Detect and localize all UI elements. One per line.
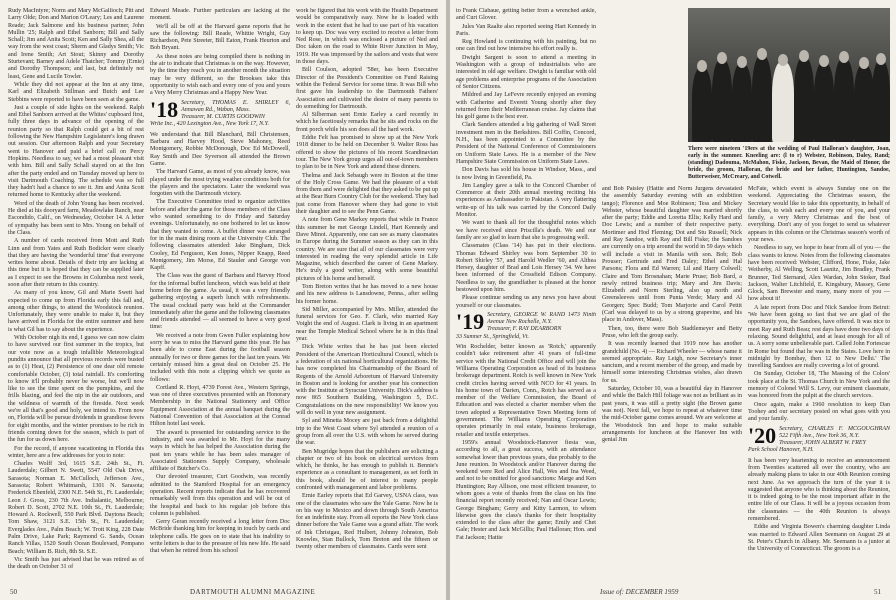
paragraph: We'll all be off at the Harvard game reports that he saw the following: Bill Reade, Whittie Wright, Guy Richardson, Pete Streeter, Bill Eaton, Frank Heurton and Bob Bryant. (150, 23, 290, 52)
paragraph: Needless to say, we hope to hear from all of you — the class wants to know. Notes from the following classmates have been received: Webster, Clifford, Hone, Fiske, Jake Wetherby, Al Welling, Scott Lasnitz, Jim Bradley, Frank Brunner, Ted Sternand, Alex Wardan, John Stoker, Bud Jackson, Walter Litchfield, E. Kingsbury, Massey, Gene Glock, Sam Brewster and many, many more of you — how about it! (748, 245, 890, 303)
paragraph: Ben Mugridge hopes that the publishers are soliciting a chapter or two of his book on electrical services from which, he thinks, he has enough to publish it. Bennie's experience as a consultant to management, as set forth in this book, should be of interest to many people confronted with management and labor problems. (296, 448, 438, 491)
page-number-left: 50 (10, 588, 17, 596)
paragraph: and Bob Paisley (Hattie and Norm Jurgens devastated the assembly Saturday evening with an exhibition tango); Florence and Moe Robinson; Tess and Mickey Webster, whose beautiful daughter was married shortly after the party; Eddie and Loretta Ellis; Kelly Hard and Doc Lewis; and a number of their respective party. Mortimer and Hod Fleming; Dot and Stu Russell; Nick and Ray Sandoe, with Ray and Bill Fiske; the Sandoes are currently on a trip around the world in 59 days which will include a visit in Manila with son. Bob; Bob Prouser; Gertrude and Fred Daley; Ethel and Hal Parsons; Flora and Ed Warren; Lil and Harry Colwell; Claire and Tom Brosnahan; Marie Pruse; Bob Bard, a newly retired business trip; Mary and Jim Davis; Elizabeth and Norm Sterling, also up north and Greensleeves until from Punta Verde; Mary and Al Georgen; Spec Budd; Tom Marjorie and Carol Pettit (Carl was delayed to us by a strong grapevine, and his place in Andover, Mass). (602, 186, 742, 324)
paragraph: The Class was the guest of Barbara and Harvey Hood for the informal buffet luncheon, which was held at their home before the game. As usual, it was a very friendly gathering enjoying a superb lunch with refreshments. The usual cocktail party was held at the Commander immediately after the game and the following classmates and friends attended — all seemed to have a very good time: (150, 273, 290, 331)
paragraph: Edward Meade. Further particulars are lacking at the moment. (150, 8, 290, 22)
paragraph: Just a couple of side lights on the weekend. Ralph and Ethel Sanborn arrived at the Whites' cupboard first, fully three days in advance of the opening of the reunion party so that Ralph could get a bit of rest following the New Hampshire Legislature's long drawn out session. Our afternoon Ralph and your Secretary went to Hanover and paid a brief call on Percy Hopkins. Needless to say, we had a most pleasant visit with him. Bill and Sally Schall stayed on at the Inn after the party ended and on Tuesday moved up here to visit Dartmouth Coaching. The schedule was so full they hadn't had a chance to see it. Jim and Anita Scott returned home to Kentucky after the weekend. (8, 104, 144, 199)
photo-face (876, 53, 886, 65)
secretary-line: Secretary, GEORGE W. RAND 1473 Ninth Avenue New Rochelle, N.Y. (487, 311, 596, 326)
photo-bride-figure (772, 62, 794, 142)
treasurer-line: Treasurer, JOHN ALBERT W. FREY (779, 440, 866, 447)
left-page (0, 0, 446, 600)
paragraph: Tom Breton writes that he has moved to a new house and his new address is Lansdowne, Penna., after selling his former home. (296, 283, 438, 305)
photo-face (839, 51, 849, 63)
paragraph: Jules Van Raalte also reported seeing Hart Kennedy in Paris. (456, 23, 596, 37)
treasurer-line: Treasurer, F. RAY DEARBORN (487, 326, 562, 333)
paragraph: Once again, make a 1960 resolution to keep Dan Toohey and our secretary posted on what goes with you and your family. (748, 401, 890, 423)
photo-face (717, 52, 727, 64)
photo-figure (732, 64, 752, 142)
paragraph: Our devoted treasurer, Curt Goodwin, was recently admitted to the Stamford Hospital for an emergency operation. Recent reports indicate that he has recovered remarkably well from this operation and will be out of the hospital and back to his regular job before this column is published. (150, 474, 290, 517)
class-year-number: '19 (456, 311, 485, 334)
photo-face (737, 56, 747, 68)
right-column-2 (602, 186, 742, 581)
paragraph: We want to thank all for the thoughtful notes which we have received since Priscilla's death. We and our family are so glad to learn that she is progressing well. (456, 220, 596, 241)
photo-figure (834, 59, 854, 142)
magazine-title-footer: DARTMOUTH ALUMNI MAGAZINE (190, 588, 316, 596)
paragraph: Jim Langley gave a talk to the Concord Chamber of Commerce at their 20th annual meeting reciting his experiences as Ambassador to Pakistan. A very flattering write-up of his talk was carried by the Concord Daily Monitor. (456, 182, 596, 219)
paragraph: Don Davis has sold his house in Windsor, Mass., and is now living in Greenfield, Pa. (456, 167, 596, 181)
paragraph: Clark Sanders attended a big gathering of Wall Street investment men in the Berkshires. Bill Coffin, Concord, N.H., has been appointed to a Committee by the President of the National Conference of Commissioners on Uniform State Laws. He is a member of the New Hampshire State Commission on Uniform State Laws. (456, 122, 596, 165)
paragraph: As these notes are being compiled there is nothing in the air to indicate that Christmas is on the way. However, by the time they reach you in another month the situation may be very different, so the Brookses take this opportunity to wish each and every one of you and yours a Very Merry Christmas and a Happy New Year. (150, 53, 290, 97)
left-column-3 (296, 8, 438, 581)
paragraph: While they did not appear at the Inn at any time, Karl and Elizabeth Stillman and Butch and Lee Stebbins were reported to have been seen at the game. (8, 81, 144, 103)
treasurer-address: Park School Hanover, N.H. (748, 447, 814, 454)
paragraph: It has been very heartening to receive an announcement from Twenties scattered all over the country, who are already making plans to take in our 40th Reunion coming next June. As we approach the turn of the year it is suggested that anyone who is thinking about the Reunion, it is indeed going to be the most important affair in the entire life of our Class. It will be a joyous occasion from the classmates — the 40th Reunion is always remembered. (748, 457, 890, 523)
paragraph: Classmates (Class '14) has put in their elections. Thomas Edward Shirley was born September 30 to Robert Shirley '57, and Harold Wedler '60, and Althea Hersey, daughter of Brad and Lois Hersey '34. We have been informed of the Crossfield Edison Company. Needless to say, the grandfather is pleased at the honor bestowed upon him. (456, 243, 596, 293)
paragraph: Please continue sending us any news you have about yourself or our classmates. (456, 295, 596, 309)
paragraph: Gerry Geran recently received a long letter from Doc McBride thanking him for keeping in touch by cards and telephone calls. He goes on to state that his inability to write letters is due to the pressure of his new life. He said that when he retired from his school (150, 519, 290, 555)
paragraph: The Executive Committee tried to organize activities before and after the game for those members of the Class who wanted something to do Friday and Saturday evenings. Unfortunately, no one bothered to let us know that they wanted to come. A buffet dinner was arranged for in the main dining room at the University Club. The following classmates attended: Jake Bingham, Dick Cooley, Ed Ferguson, Ken Jones, Nipper Knapp, Reed Montgomery, Jim Morse, Ed Stauler and George von Kapff. (150, 199, 290, 272)
photo-figure (814, 63, 834, 142)
secretary-line: Secretary, THOMAS E. SHIRLEY 6, Annawan Rd., Waban, Mass. (181, 99, 290, 113)
secretary-line: Secretary, CHARLES F. MCGOUGHRAN 522 Fifth Ave., New York 36, N.Y. (779, 425, 890, 439)
right-page (450, 0, 896, 600)
paragraph: Then, too, there were Bob Stadtlemeyer and Betty Pruse, who left the group early. (602, 325, 742, 339)
paragraph: We understand that Bill Blanchard, Bill Christensen, Barbara and Harvey Hood, Steve Mahoney, Reed Montgomery, Robbie McDonough, Doc Ed McDowell, Ray Smith and Dee Syverson all attended the Brown Game. (150, 131, 290, 167)
class-year-number: '18 (150, 99, 179, 122)
paragraph: The Harvard Game, as most of you already know, was played under the most trying weather conditions both for the players and the spectators. Later the weekend was forgotten with the Dartmouth victory. (150, 169, 290, 198)
paragraph: A late report from Doc and Nick Sandoe from Beirut: 'We have been going so fast that we are glad of the opportunity you, the Sandoes, have offered. It was nice to meet Ray and Ruth Beau; rest days have done two days of relaxing. Sound delightful, and at least enough for all of us. A sorry some unbelievable part. Called John Fortescue in Rome but found that he was in the States. Love here in midnight by Bombay, then 12 to New Delhi.' The travelling Sandoes are really covering a lot of ground. (748, 304, 890, 370)
paragraph: Vic Smith has just advised that he was retired as of the death on October 31 of (8, 556, 144, 571)
paragraph: The award is presented for outstanding service to the industry, and was awarded to Mr. Hoyt for the many ways in which he has helped the Association during the past ten years while he has been sales manager of Associated Stationers Supply Company, wholesale affiliate of Butcher's Co. (150, 429, 290, 473)
left-column-1 (8, 8, 144, 581)
treasurer-address: Write Inc., 420 Lexington Ave., New York 17, N.Y. (150, 121, 269, 128)
class-1920-header (748, 426, 890, 455)
paragraph: It was recently learned that 1919 now has another grandchild (No. 4) — Richard Wheeler — whose name it seemed appropriate. Ray Leigh, now Secretary's inner sanctum, and a recent member of the group, and made by himself some interesting Christmas wishes, also drawn for us. (602, 341, 742, 384)
paragraph: A number of cards received from Mott and Ruth Linn and from Yates and Ruth Bodicker were clearly that they are having the 'wonderful time' that everyone writes home about. Details of their trip are lacking at this time but it is hoped that they can be supplied later as I expect to see the Browns in Columbus next week, soon after their return to this country. (8, 238, 144, 288)
photo-face (778, 54, 788, 66)
paragraph: Bill Coulson, adopted '58er, has been Executive Director of the President's Committee on Fund Raising within the Federal Service for some time. It was Bill who first gave his leadership to the Dartmouth Fathers' Association and cultivated the desire of many parents to do something for Dartmouth. (296, 67, 438, 110)
right-column-3 (748, 186, 890, 581)
photo-figure (752, 56, 772, 142)
photo-face (697, 60, 707, 72)
treasurer-line: Treasurer, M. CURTIS GOODWIN (181, 114, 265, 121)
left-column-2 (150, 8, 290, 581)
paragraph: Thelma and Jack Sebaugh were in Boston at the time of the Holy Cross Game. We had the pleasure of a visit from them and were delighted that they asked to be put up at the Bear Burn Country Club for the weekend. They had just come from Hanover where they had gone to visit their daughter and to see the Penn Game. (296, 172, 438, 216)
paragraph: For the record, if anyone vacationing in Florida this winter, here are a few addresses for you to note: (8, 445, 144, 459)
issue-date-footer: Issue of: DECEMBER 1959 (600, 588, 679, 596)
photo-figure (872, 61, 890, 142)
class-1919-header (456, 312, 596, 341)
photo-face (799, 50, 809, 62)
photo-caption: There were nineteen '19ers at the wedding of Paul Halloran's daughter, Joan, early in the summer. Kneeling are: (l to r) Webster, Robinson, Daley, Rand; (standing) Dadouma, McMahon, Fiske, Jackson, Bevan, the Maid of Honor, the bride, the groom, Halloran, the bride and her father, Huntington, Sandoe, Butterweiser, McCreary, and Cotwell. (688, 146, 890, 180)
paragraph: to Frank Clabaue, getting better from a wrenched ankle, and Curt Glover. (456, 8, 596, 22)
paragraph: work he figured that his work with the Health Department would be comparatively easy. Now he is loaded with work in the extent that he had to use part of his vacation to keep up. Doc was very excited to receive a letter from Ned Rose, in which was enclosed a picture of Ned and Doc taken on the road to White River Junction in May, 1919. He was impressed by the sailors and vests that were in those days. (296, 8, 438, 66)
wedding-group-photo (688, 8, 890, 142)
paragraph: Saturday, October 10, was a beautiful day in Hanover and while the Balch Hill foliage was not as brilliant as in past years, it was still a pretty sight (the Brown game was not). Next fall, we hope to repeat at whatever time the mid-October game comes around. We are welcome at the Woodstock Inn and hope to make suitable arrangements for luncheon at the Hanover Inn with genial Jim (602, 386, 742, 444)
paragraph: Syl and Minetta Mocey are just back from a delightful trip to the West Coast where Syl attended a reunion of a group from all over the U.S. with whom he served during the war. (296, 418, 438, 447)
photo-figure (712, 60, 732, 142)
paragraph: Eddie Felt has promised to show up at the New York 1918 dinner to be held on December 9. Walter Ross has offered to show the pictures of his recent Scandinavian tour. The New York group urges all out-of-town members to plan to be in New York and attend these dinners. (296, 135, 438, 171)
paragraph: Charles Wolff 3rd, 1615 S.E. 24th St., Ft. Lauderdale; Gilbert N. Swett, 5547 Old Oak Drive, Sarasota; Norman E. McCulloch, Jefferson Ave., Sarasota; Robert Whitmarsh, 1301 N. Sarasota; Frederick Ebenfeld, 2300 N.E. 54th St., Ft. Lauderdale; Leon J. Gross, 230 7th Ave. Indialantic, Melbourne; Robert D. Scott, 2702 N.E. 10th St., Ft. Lauderdale; Howard A. Rockwell, 550 Park Blvd. Daytona Beach; Tom Shaw, 3121 S.E. 15th St., Ft. Lauderdale; Everglades Ave., Palm Beach; W. Trott King, 228 Date Palm Drive, Lake Park; Raymond G. Sands, Ocean Ranch Villas, 1520 South Ocean Boulevard, Pompano Beach; William B. Rich, 8th St. S.E. (8, 461, 144, 555)
class-1918-header (150, 100, 290, 129)
photo-figure (854, 65, 874, 142)
paragraph: Mildred and Jay LeFevre recently enjoyed an evening with Catherine and Everett Young shortly after they returned from their Mediterranean cruise. Jay claims that his golf game is the best ever. (456, 92, 596, 121)
photo-face (757, 48, 767, 60)
paragraph: Rudy MacIntyre; Norm and Mary McGallioch; Pitt and Larry Olde; Don and Marion O'Leary; Les and Laurene Reade; Jack Salmone and his business partner, John Mullin '25; Ralph and Ethel Sanborn; Bill and Sally Schall; Jim and Anita Scott; Ken and Sally Shea, all the way from the west coast; Sherm and Gladys Smith; Vic and Irene Smith; Art Stout; Skinny and Dorothy Sturtevant; Barney and Adele Thatcher; Tommy (Ernie) and Dorothy Thompson; and last, but definitely not least, Gene and Lucile Towler. (8, 8, 144, 80)
paragraph: On Sunday, October 18, 'The Massing of the Colors' took place at the St. Thomas Church in New York and the memory of Colonel Will S. Levy, our eminent classmate, was honored from the pulpit at the church services. (748, 371, 890, 400)
treasurer-address: 33 Sumner St., Springfield, Vt. (456, 333, 529, 340)
paragraph: Cortland R. Hoyt, 4739 Forest Ave., Western Springs, was one of three executives presented with an Honorary Membership in the National Stationery and Office Equipment Association at the annual banquet during the National Convention of that Association at the Conrad Hilton hotel last week. (150, 384, 290, 428)
paragraph: Word of the death of John Young has been received. He died at his dooryard farm, Meadowlake Ranch, near Escondido, Calif., on Wednesday, October 14. A letter of sympathy has been sent to Mrs. Young on behalf of the Class. (8, 200, 144, 236)
paragraph: Al Silberman sent Ernie Earley a card recently in which he facetiously remarks that he sits and rocks on the front porch while his son does all the hard work. (296, 112, 438, 133)
paragraph: Win Rochelder, better known as 'Rotch,' apparently couldn't take retirement after 41 years of full-time service with the National Credit Office and will join the Williams Operating Corporation as head of its business brokerage department. Rotch is well known in New York credit circles having served with NCO for 41 years. In his home town of Darien, Conn., Rotch has served as a member of the Welfare Commission, the Board of Education and was elected a charter member when the town adopted a Representative Town Meeting form of government. The Williams Operating Corporation operates primarily in real estate, business brokerage, retailer and textile enterprises. (456, 344, 596, 438)
photo-figure (794, 58, 814, 142)
photo-face (819, 55, 829, 67)
paragraph: Ernie Earley reports that Ed Garvey, USNA class, was one of the classmates who saw the Yale Game. Now he is on his way to Mexico and down through South America for an indefinite stay. From all reports the New York class dinner before the Yale Game was a grand affair. The work of Ink Christgau, Red Hulbert, Johnny Johnston, Bob Knowles, Stan Bullock, Tom Breton and the fifteen or twenty other members of classmates. Cards were sent (296, 493, 438, 551)
class-year-number: '20 (748, 425, 777, 448)
paragraph: Dwight Sargent is soon to attend a meeting in Washington with a group of industrialists who are interested in old age welfare. Dwight is familiar with old age problems and enterprise programs of the Association of Senior Citizens. (456, 54, 596, 90)
paragraph: Reg Howland is continuing with his painting, but no one can find out how intensive his effort really is. (456, 39, 596, 53)
photo-face (859, 57, 869, 69)
paragraph: 1959's annual Woodstock-Hanover fiesta was, according to all, a great success, with an attendance somewhat lower than previous years, due probably to the June reunion. In Woodstock and/or Hanover during the weekend were Red and Alice Hall, Wes and Ina Weed, and not to be omitted for good sanctions: Marge and Ken Huntington; Ray Allison, one most efficient treasurer, to whom goes a vote of thanks from the class on his fine financial report recently received; Nan and Oscar Lewis; George Bingham; Gerry and Kitty Larmon, to whom likewise goes the class's thanks for their hospitality extended to the class after the game; Emily and Chet Gale; Hester and Jack McGillis; Paul Halloran; Hon. and Fat Jackson; Hattie (456, 439, 596, 541)
paragraph: Sid Miller, accompanied by Mrs. Miller, attended the funeral services for Geo. F. Clark, who married Kay Voight the end of August. Clark is living in an apartment near the Temple Medical School where he is in this final year. (296, 306, 438, 343)
paragraph: With October nigh its end, I guess we can now claim to have survived our first summer in the tropics, but our vote now as a tough infallible Meteorological pundits announce that all previous records were busted as to (1) Heat, (2) Persistence of one dear old remote comfortable October, (3) total rainfall. It's comforting to know it'll probably never be worse, but we'll now like to see the time spent on the pumpkins, and the frills blazing, and feel the nip in the air outdoors, and the wildness of warmth of the fireside. Next week we're all that's good and holy, we intend to. From now on, Florida will be pursue dividends in grandiose fevers for eight months, and the winter promises to be rich in friends coming down for the season, which is part of the fun for us down here. (8, 335, 144, 444)
paragraph: Dick White writes that he has just been elected President of the American Horticultural Council, which is a federation of six national horticultural organizations. He has now completed his Chairmanship of the Board of Regents of the Arnold Arboretum of Harvard University in Boston and is looking for another year his connection with the Institute at Syracuse University. Dick's address is now 865 Southern Building, Washington 5, D.C. Congratulations on the new responsibility! We know you will do well in your new assignment. (296, 344, 438, 417)
paragraph: A note from Gene Markey reports that while in France this summer he met George Lindell, Hart Kennedy and Dave Minot. Apparently, one can see as many classmates in Europe during the Summer season as they can in this country. We are sure that all of our classmates were very interested in reading the very splendid article in Life Magazine, which described the career of Gene Markey. He's truly a good writer, along with some beautiful pictures of his home and herself. (296, 217, 438, 282)
right-column-1 (456, 8, 596, 581)
photo-figure (692, 68, 712, 142)
paragraph: We received a note from Gwen Fuller explaining how sorry he was to miss the Harvard game this year. He has been able to come East during the football season annually for two or three games for the last ten years. We certainly missed him a great deal on October 25. He included with this note a clipping which we quote as follows: (150, 332, 290, 383)
page-number-right: 51 (874, 588, 881, 596)
paragraph: As many of you know, Gil and Marie Swett had expected to come up from Florida early this fall and, among other things, to attend the Woodstock reunion. Unfortunately, they were unable to make it, but they have arrived in Florida for the entire summer and here is what Gil has to say about the experience. (8, 290, 144, 333)
paragraph: Eddie and Virginia Bowen's charming daughter Linda was married to Edward Allen Seemann on August 29 at St. Peter's Church in Albany. Mr. Seemann is a junior at the University of Connecticut. The groom is a (748, 524, 890, 553)
paragraph: McFate, which event is always Sunday one on the weekend. Appreciating the Christmas season, the Secretary would like to take this opportunity, in behalf of the class, to wish each and every one of you, and your family, a very Merry Christmas and the best of everything. Don't any of you forget to send us whatever appears in this column or the Christmas season's worth of your news. (748, 186, 890, 244)
